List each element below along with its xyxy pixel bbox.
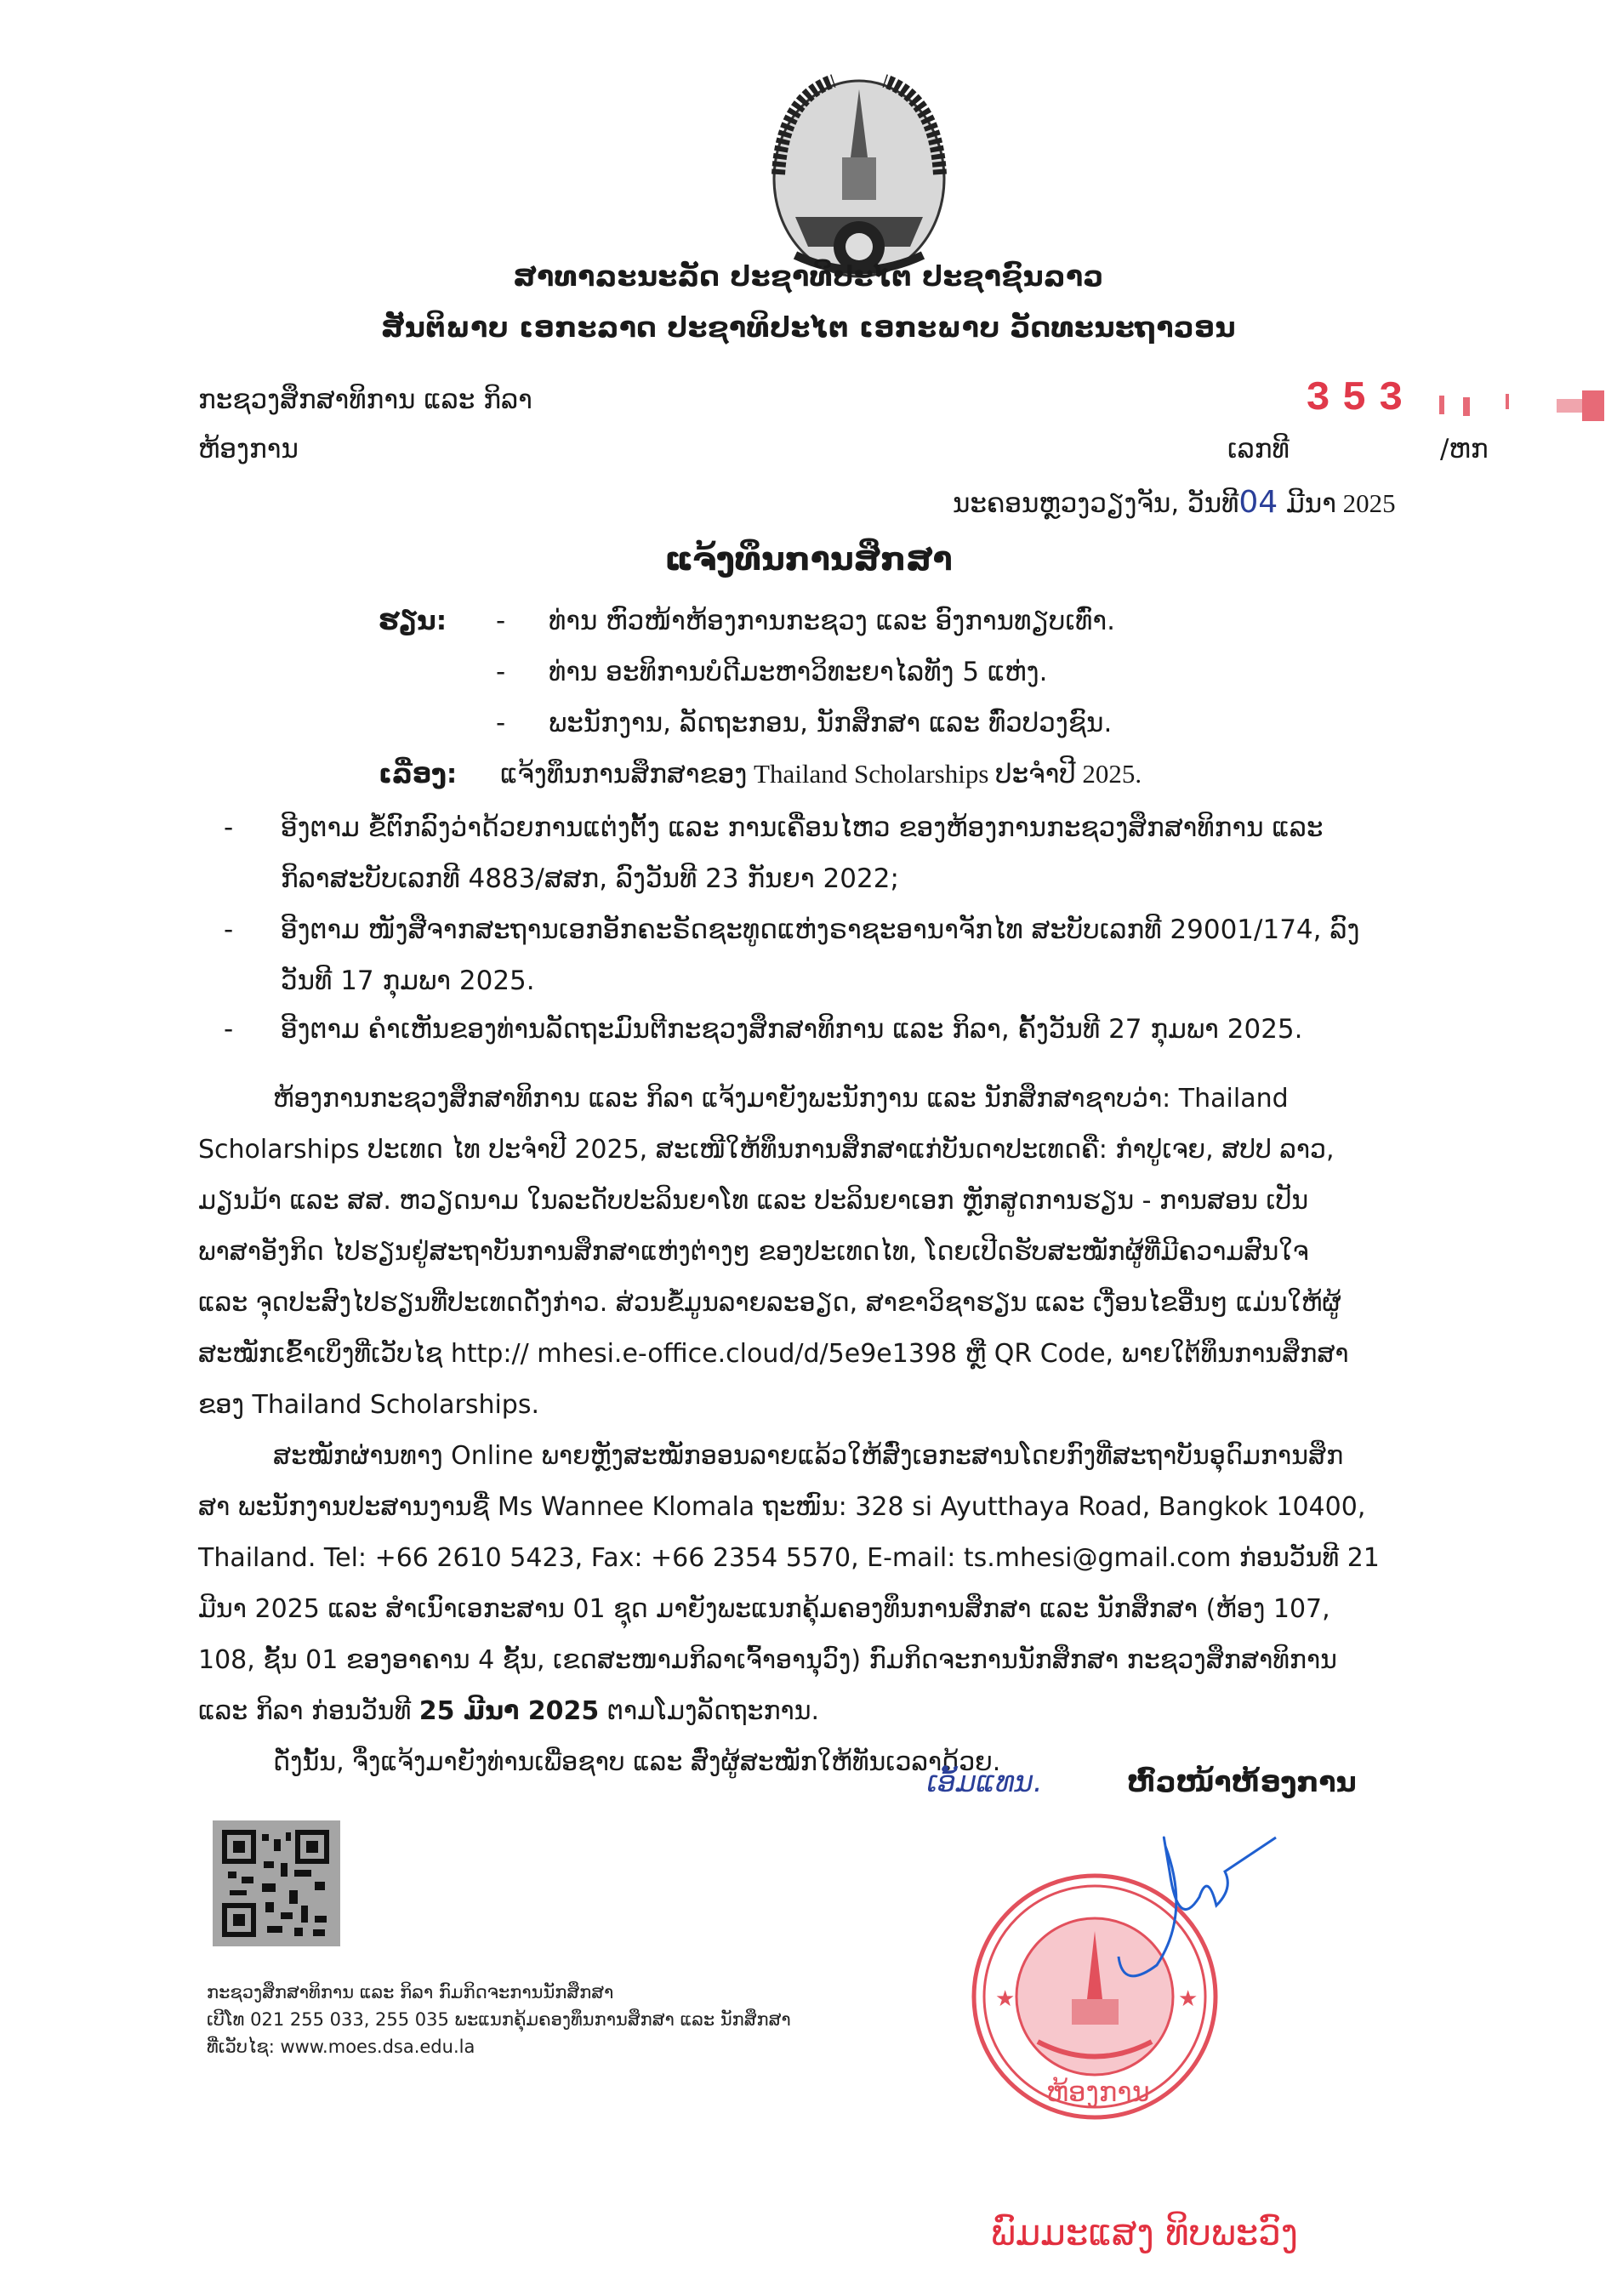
recipient-item: ທ່ານ ຫົວໜ້າຫ້ອງການກະຊວງ ແລະ ອົງການທຽບເທົ່າ. <box>549 606 1115 636</box>
handwritten-on-behalf-note: ເອັ້ມແທນ. <box>927 1765 1043 1799</box>
sender-ministry: ກະຊວງສຶກສາທິການ ແລະ ກິລາ <box>198 385 532 415</box>
body-paragraph-1 <box>198 1074 1500 1431</box>
body-line: ມີນາ 2025 ແລະ ສໍາເນົາເອກະສານ 01 ຊຸດ ມາຍັງພະແນກຄຸ້ມຄອງທຶນການສຶກສາ ແລະ ນັກສຶກສາ (ຫ້ອງ 107, <box>198 1594 1330 1624</box>
recipient-dash-2: - <box>496 657 506 687</box>
subject-text: ແຈ້ງທຶນການສຶກສາຂອງ Thailand Scholarships ປະຈໍາປີ 2025. <box>500 759 1142 789</box>
closing-line: ດັ່ງນັ້ນ, ຈຶ່ງແຈ້ງມາຍັງທ່ານເພື່ອຊາບ ແລະ ສົ່ງຜູ້ສະໝັກໃຫ້ທັນເວລາດ້ວຍ. <box>273 1747 1001 1777</box>
national-motto-heading: ສັນຕິພາບ ເອກະລາດ ປະຊາທິປະໄຕ ເອກະພາບ ວັດທະນະຖາວອນ <box>380 311 1237 344</box>
place-and-date <box>953 485 1396 520</box>
footer-phone: ເບີໂທ 021 255 033, 255 035 ພະແນກຄຸ້ມຄອງທຶນການສຶກສາ ແລະ ນັກສຶກສາ <box>207 2009 791 2030</box>
qr-code-icon[interactable] <box>213 1820 340 1946</box>
footer-department: ກະຊວງສຶກສາທິການ ແລະ ກິລາ ກົມກິດຈະການນັກສຶກສາ <box>207 1982 614 2003</box>
deadline-date: 25 ມີນາ 2025 <box>418 1696 600 1726</box>
recipient-item: ທ່ານ ອະທິການບໍດີມະຫາວິທະຍາໄລທັງ 5 ແຫ່ງ. <box>549 657 1048 687</box>
body-line: ມຽນມ້າ ແລະ ສສ. ຫວຽດນາມ ໃນລະດັບປະລິນຍາໂທ ແລະ ປະລິນຍາເອກ ຫຼັກສູດການຮຽນ - ການສອນ ເປັນ <box>198 1186 1309 1216</box>
body-line: ສະໝັກຜ່ານທາງ Online ພາຍຫຼັງສະໝັກອອນລາຍແລ້ວໃຫ້ສົ່ງເອກະສານໂດຍກົງທີ່ສະຖາບັນອຸດົມການສຶກ <box>273 1441 1344 1471</box>
reference-item-3-line1: ອີງຕາມ ຄໍາເຫັນຂອງທ່ານລັດຖະມົນຕີກະຊວງສຶກສາທິການ ແລະ ກິລາ, ຄັ້ງວັນທີ 27 ກຸມພາ 2025. <box>281 1014 1303 1045</box>
reference-dash: - <box>224 914 234 945</box>
body-paragraph-2 <box>198 1431 1500 1788</box>
body-line: ແລະ ຈຸດປະສົງໄປຮຽນທີ່ປະເທດດັ່ງກ່າວ. ສ່ວນຂໍ້ມູນລາຍລະອຽດ, ສາຂາວິຊາຮຽນ ແລະ ເງື່ອນໄຂອື່ນໆ ແມ່ນໃຫ້ຜູ້ <box>198 1288 1341 1318</box>
recipient-item: ພະນັກງານ, ລັດຖະກອນ, ນັກສຶກສາ ແລະ ທົ່ວປວງຊົນ. <box>549 708 1113 738</box>
handwritten-day: 04 <box>1238 485 1278 520</box>
body-line: ຂອງ Thailand Scholarships. <box>198 1390 540 1420</box>
reference-item-1-line2: ກິລາສະບັບເລກທີ 4883/ສສກ, ລົງວັນທີ 23 ກັນຍາ 2022; <box>281 863 899 894</box>
signature-scribble <box>1097 1820 1284 1994</box>
body-line: ສາ ພະນັກງານປະສານງານຊື່ Ms Wannee Klomala ຖະໜົນ: 328 si Ayutthaya Road, Bangkok 10400, <box>198 1492 1366 1522</box>
deadline-prefix: ແລະ ກິລາ ກ່ອນວັນທີ <box>198 1696 419 1726</box>
reference-dash: - <box>224 812 234 843</box>
svg-text:★: ★ <box>1178 1986 1199 2012</box>
recipient-dash-3: - <box>496 708 506 738</box>
sender-office: ຫ້ອງການ <box>198 434 299 464</box>
place-date-prefix: ນະຄອນຫຼວງວຽງຈັນ, ວັນທີ <box>953 488 1239 519</box>
body-line <box>198 1686 1500 1737</box>
month-year: ມີນາ 2025 <box>1286 488 1396 518</box>
svg-text:★: ★ <box>995 1986 1016 2012</box>
body-line: Scholarships ປະເທດ ໄທ ປະຈໍາປີ 2025, ສະເໜີໃຫ້ທຶນການສຶກສາແກ່ບັນດາປະເທດຄື: ກໍາປູເຈຍ, ສປປ ລາວ, <box>198 1135 1335 1165</box>
document-title: ແຈ້ງທຶນການສຶກສາ <box>664 540 953 578</box>
reference-item-1-line1: ອີງຕາມ ຂໍ້ຕົກລົງວ່າດ້ວຍການແຕ່ງຕັ້ງ ແລະ ການເຄື່ອນໄຫວ ຂອງຫ້ອງການກະຊວງສຶກສາທິການ ແລະ <box>281 812 1324 843</box>
reference-item-2-line1: ອີງຕາມ ໜັງສືຈາກສະຖານເອກອັກຄະຣັດຊະທູດແຫ່ງຣາຊະອານາຈັກໄທ ສະບັບເລກທີ 29001/174, ລົງ <box>281 914 1360 945</box>
deadline-suffix: ຕາມໂມງລັດຖະການ. <box>599 1696 820 1726</box>
body-line: 108, ຊັ້ນ 01 ຂອງອາຄານ 4 ຊັ້ນ, ເຂດສະໜາມກິລາເຈົ້າອານຸວົງ) ກົມກິດຈະການນັກສຶກສາ ກະຊວງສຶກສາທິການ <box>198 1645 1337 1675</box>
body-line: ພາສາອັງກິດ ໄປຮຽນຢູ່ສະຖາບັນການສຶກສາແຫ່ງຕ່າງໆ ຂອງປະເທດໄທ, ໂດຍເປີດຮັບສະໝັກຜູ້ທີ່ມີຄວາມສົນໃຈ <box>198 1237 1309 1267</box>
body-line: Thailand. Tel: +66 2610 5423, Fax: +66 2354 5570, E-mail: ts.mhesi@gmail.com ກ່ອນວັນທີ 21 <box>198 1543 1380 1573</box>
reference-suffix: /ຫກ <box>1440 434 1489 464</box>
footer-website: ທີ່ເວັບໄຊ: www.moes.dsa.edu.la <box>207 2037 475 2057</box>
subject-label: ເລື່ອງ: <box>379 759 458 789</box>
registration-stamp-mark <box>1438 387 1608 421</box>
seal-text-bottom: ຫ້ອງການ <box>1046 2076 1150 2108</box>
body-line: ຫ້ອງການກະຊວງສຶກສາທິການ ແລະ ກິລາ ແຈ້ງມາຍັງພະນັກງານ ແລະ ນັກສຶກສາຊາບວ່າ: Thailand <box>273 1084 1289 1114</box>
signatory-position: ຫົວໜ້າຫ້ອງການ <box>1127 1765 1357 1798</box>
registration-stamp-number: 353 <box>1306 376 1415 422</box>
reference-number-label: ເລກທີ <box>1227 434 1290 464</box>
body-line: ສະໝັກເຂົ້າເບິ່ງທີ່ເວັບໄຊ http:// mhesi.e-office.cloud/d/5e9e1398 ຫຼື QR Code, ພາຍໃຕ້ທຶນການສຶກສາ <box>198 1339 1349 1369</box>
recipients-label: ຮຽນ: <box>379 606 447 636</box>
recipient-dash-1: - <box>496 606 506 636</box>
lao-national-emblem-icon <box>761 72 957 281</box>
country-name-heading: ສາທາລະນະລັດ ປະຊາທິປະໄຕ ປະຊາຊົນລາວ <box>513 259 1104 293</box>
reference-item-2-line2: ວັນທີ 17 ກຸມພາ 2025. <box>281 966 535 996</box>
reference-dash: - <box>224 1014 234 1045</box>
signatory-name: ພົມມະແສງ ທິບພະວົງ <box>991 2212 1299 2253</box>
